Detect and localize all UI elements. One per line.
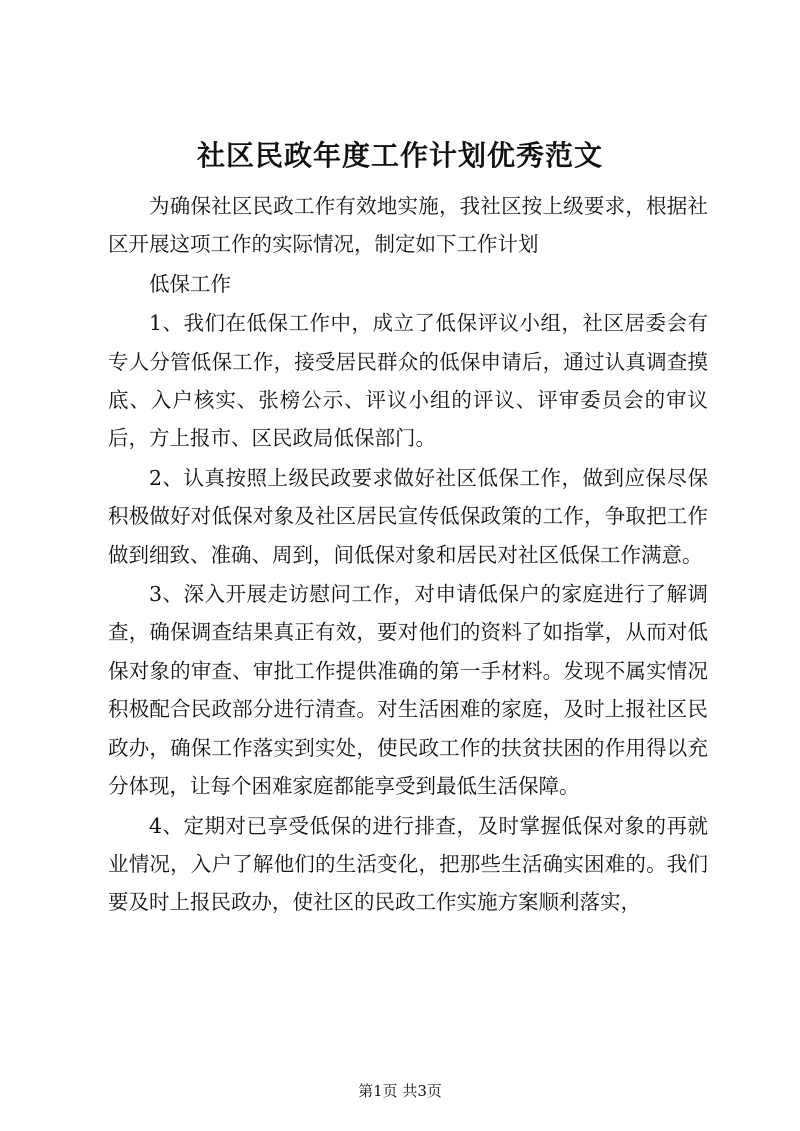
document-title: 社区民政年度工作计划优秀范文 [196,139,603,172]
paragraph-item-1: 1、我们在低保工作中，成立了低保评议小组，社区居委会有专人分管低保工作，接受居民群众的低保申请后，通过认真调查摸底、入户核实、张榜公示、评议小组的评议、评审委员会的审议后，方上报市、区民政局低保部门。 [108,311,708,451]
paragraph-item-2: 2、认真按照上级民政要求做好社区低保工作，做到应保尽保积极做好对低保对象及社区居民宣传低保政策的工作，争取把工作做到细致、准确、周到，间低保对象和居民对社区低保工作满意。 [108,465,708,567]
section-heading-dibao: 低保工作 [149,271,231,296]
paragraph-item-4: 4、定期对已享受低保的进行排查，及时掌握低保对象的再就业情况，入户了解他们的生活变化，把那些生活确实困难的。我们要及时上报民政办，使社区的民政工作实施方案顺利落实， [108,813,708,915]
paragraph-intro: 为确保社区民政工作有效地实施，我社区按上级要求，根据社区开展这项工作的实际情况，制定如下工作计划 [108,194,708,257]
page-footer: 第1页 共3页 [358,1082,442,1100]
document-body [108,187,708,923]
paragraph-item-3: 3、深入开展走访慰问工作，对申请低保户的家庭进行了解调查，确保调查结果真正有效，要对他们的资料了如指掌，从而对低保对象的审查、审批工作提供准确的第一手材料。发现不属实情况积极配合民政部分进行清查。对生活困难的家庭，及时上报社区民政办，确保工作落实到实处，使民政工作的扶贫扶困的作用得以充分体现，让每个困难家庭都能享受到最低生活保障。 [108,582,708,799]
